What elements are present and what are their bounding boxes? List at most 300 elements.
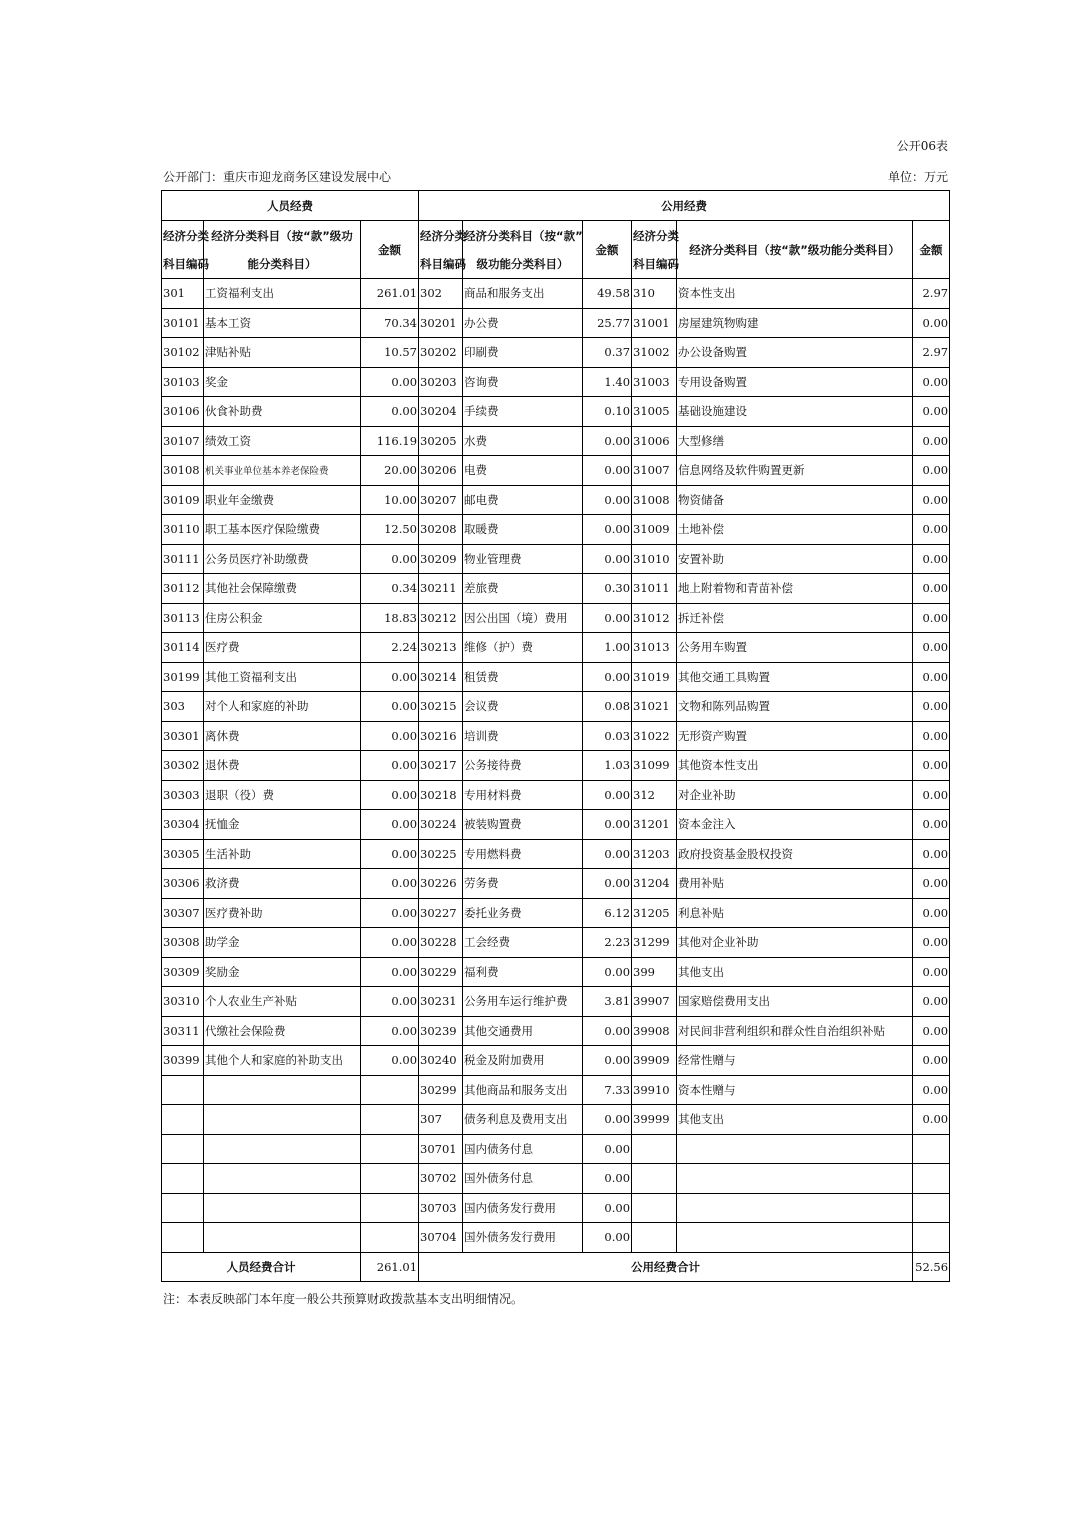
table-body: [162, 279, 950, 1253]
table-row: [162, 456, 950, 486]
amount-cell: 0.00: [913, 456, 950, 486]
name-cell: 资本性赠与: [677, 1075, 913, 1105]
code-cell: 30103: [162, 367, 204, 397]
code-cell: 31012: [632, 603, 677, 633]
code-cell: 30205: [419, 426, 463, 456]
amount-cell: 3.81: [583, 987, 632, 1017]
name-cell: 住房公积金: [204, 603, 361, 633]
amount-cell: [913, 1193, 950, 1223]
code-cell: [162, 1223, 204, 1253]
code-cell: 30206: [419, 456, 463, 486]
amount-cell: 0.00: [583, 957, 632, 987]
code-cell: 30208: [419, 515, 463, 545]
name-cell: 物业管理费: [463, 544, 583, 574]
code-cell: 31019: [632, 662, 677, 692]
table-row: [162, 603, 950, 633]
amount-cell: 0.00: [583, 603, 632, 633]
amount-cell: 0.00: [583, 662, 632, 692]
code-cell: 30301: [162, 721, 204, 751]
code-cell: 30106: [162, 397, 204, 427]
code-cell: 399: [632, 957, 677, 987]
name-cell: [204, 1134, 361, 1164]
name-cell: 差旅费: [463, 574, 583, 604]
amount-cell: 0.00: [913, 1075, 950, 1105]
name-cell: [677, 1193, 913, 1223]
code-cell: 39909: [632, 1046, 677, 1076]
name-cell: 大型修缮: [677, 426, 913, 456]
footnote: 注：本表反映部门本年度一般公共预算财政拨款基本支出明细情况。: [163, 1292, 524, 1306]
name-cell: 国内债务发行费用: [463, 1193, 583, 1223]
name-cell: 咨询费: [463, 367, 583, 397]
code-cell: 30704: [419, 1223, 463, 1253]
code-cell: 30108: [162, 456, 204, 486]
name-cell: 专用材料费: [463, 780, 583, 810]
table-row: [162, 338, 950, 368]
amount-cell: 0.00: [583, 544, 632, 574]
code-cell: 30231: [419, 987, 463, 1017]
table-row: [162, 367, 950, 397]
name-cell: 医疗费: [204, 633, 361, 663]
code-cell: 31008: [632, 485, 677, 515]
code-cell: [162, 1134, 204, 1164]
amount-cell: [361, 1075, 419, 1105]
code-cell: 31002: [632, 338, 677, 368]
name-cell: 救济费: [204, 869, 361, 899]
amount-cell: 0.03: [583, 721, 632, 751]
header-amount: 金额: [913, 221, 950, 279]
name-cell: 维修（护）费: [463, 633, 583, 663]
name-cell: 绩效工资: [204, 426, 361, 456]
amount-cell: 0.00: [361, 692, 419, 722]
amount-cell: 0.00: [583, 1164, 632, 1194]
amount-cell: 0.00: [913, 515, 950, 545]
name-cell: 无形资产购置: [677, 721, 913, 751]
code-cell: 30302: [162, 751, 204, 781]
amount-cell: 0.00: [913, 426, 950, 456]
table-row: [162, 397, 950, 427]
name-cell: 会议费: [463, 692, 583, 722]
name-cell: 专用设备购置: [677, 367, 913, 397]
code-cell: 30306: [162, 869, 204, 899]
code-cell: 312: [632, 780, 677, 810]
amount-cell: 0.00: [361, 987, 419, 1017]
amount-cell: 0.34: [361, 574, 419, 604]
code-cell: 39907: [632, 987, 677, 1017]
code-cell: 30101: [162, 308, 204, 338]
amount-cell: 0.00: [913, 544, 950, 574]
code-cell: 31021: [632, 692, 677, 722]
name-cell: [677, 1134, 913, 1164]
name-cell: 被装购置费: [463, 810, 583, 840]
code-cell: 31099: [632, 751, 677, 781]
name-cell: 培训费: [463, 721, 583, 751]
name-cell: 债务利息及费用支出: [463, 1105, 583, 1135]
amount-cell: [361, 1223, 419, 1253]
name-cell: 商品和服务支出: [463, 279, 583, 309]
public-total-amount: 52.56: [913, 1252, 950, 1281]
name-cell: 奖金: [204, 367, 361, 397]
amount-cell: 0.00: [913, 692, 950, 722]
section-public: 公用经费: [419, 191, 950, 221]
name-cell: 物资储备: [677, 485, 913, 515]
code-cell: 31003: [632, 367, 677, 397]
table-row: [162, 898, 950, 928]
header-name: 经济分类科目（按“款”级功 能分类科目）: [204, 221, 361, 279]
amount-cell: 0.00: [913, 1105, 950, 1135]
table-row: [162, 1016, 950, 1046]
name-cell: 个人农业生产补贴: [204, 987, 361, 1017]
code-cell: 31203: [632, 839, 677, 869]
amount-cell: 0.00: [361, 839, 419, 869]
name-cell: 其他交通工具购置: [677, 662, 913, 692]
amount-cell: 49.58: [583, 279, 632, 309]
table-row: [162, 751, 950, 781]
header-name: 经济分类科目（按“款”级功能分类科目）: [677, 221, 913, 279]
amount-cell: 2.97: [913, 338, 950, 368]
code-cell: 30304: [162, 810, 204, 840]
table-row: [162, 1134, 950, 1164]
amount-cell: [361, 1193, 419, 1223]
amount-cell: 25.77: [583, 308, 632, 338]
amount-cell: 7.33: [583, 1075, 632, 1105]
name-cell: 房屋建筑物购建: [677, 308, 913, 338]
code-cell: 30209: [419, 544, 463, 574]
code-cell: 30203: [419, 367, 463, 397]
name-cell: 资本金注入: [677, 810, 913, 840]
name-cell: 手续费: [463, 397, 583, 427]
amount-cell: 0.37: [583, 338, 632, 368]
amount-cell: 1.00: [583, 633, 632, 663]
amount-cell: 12.50: [361, 515, 419, 545]
name-cell: 土地补偿: [677, 515, 913, 545]
amount-cell: 0.00: [361, 957, 419, 987]
name-cell: 国外债务付息: [463, 1164, 583, 1194]
amount-cell: 0.00: [913, 574, 950, 604]
amount-cell: 0.00: [913, 987, 950, 1017]
header-code: 经济分类 科目编码: [419, 221, 463, 279]
name-cell: 信息网络及软件购置更新: [677, 456, 913, 486]
amount-cell: 0.00: [583, 1046, 632, 1076]
code-cell: 302: [419, 279, 463, 309]
amount-cell: 0.00: [361, 544, 419, 574]
table-row: [162, 1075, 950, 1105]
amount-cell: 0.00: [913, 869, 950, 899]
name-cell: 其他社会保障缴费: [204, 574, 361, 604]
amount-cell: 1.40: [583, 367, 632, 397]
code-cell: 30201: [419, 308, 463, 338]
amount-cell: 0.00: [361, 869, 419, 899]
amount-cell: 0.00: [913, 1016, 950, 1046]
code-cell: 31204: [632, 869, 677, 899]
amount-cell: 0.00: [583, 1016, 632, 1046]
amount-cell: 0.00: [913, 397, 950, 427]
code-cell: [162, 1075, 204, 1105]
amount-cell: 0.00: [913, 485, 950, 515]
code-cell: 31009: [632, 515, 677, 545]
code-cell: 30202: [419, 338, 463, 368]
code-cell: 310: [632, 279, 677, 309]
name-cell: 机关事业单位基本养老保险费: [204, 456, 361, 486]
name-cell: 委托业务费: [463, 898, 583, 928]
amount-cell: [361, 1134, 419, 1164]
code-cell: 30215: [419, 692, 463, 722]
amount-cell: 0.00: [913, 898, 950, 928]
amount-cell: 2.23: [583, 928, 632, 958]
name-cell: 文物和陈列品购置: [677, 692, 913, 722]
name-cell: 办公设备购置: [677, 338, 913, 368]
amount-cell: 6.12: [583, 898, 632, 928]
table-row: [162, 1164, 950, 1194]
amount-cell: 0.30: [583, 574, 632, 604]
amount-cell: 70.34: [361, 308, 419, 338]
name-cell: 税金及附加费用: [463, 1046, 583, 1076]
name-cell: [204, 1223, 361, 1253]
amount-cell: 0.00: [361, 367, 419, 397]
code-cell: 30217: [419, 751, 463, 781]
name-cell: 离休费: [204, 721, 361, 751]
name-cell: 基础设施建设: [677, 397, 913, 427]
table-row: [162, 1193, 950, 1223]
amount-cell: 0.00: [583, 810, 632, 840]
table-row: [162, 1046, 950, 1076]
code-cell: 31007: [632, 456, 677, 486]
code-cell: 30212: [419, 603, 463, 633]
name-cell: 专用燃料费: [463, 839, 583, 869]
amount-cell: 10.57: [361, 338, 419, 368]
amount-cell: 0.00: [361, 810, 419, 840]
amount-cell: 0.00: [583, 1134, 632, 1164]
name-cell: 其他个人和家庭的补助支出: [204, 1046, 361, 1076]
code-cell: [632, 1134, 677, 1164]
name-cell: 生活补助: [204, 839, 361, 869]
amount-cell: 0.00: [913, 633, 950, 663]
code-cell: 31201: [632, 810, 677, 840]
code-cell: 31022: [632, 721, 677, 751]
code-cell: 30225: [419, 839, 463, 869]
code-cell: 30701: [419, 1134, 463, 1164]
table-row: [162, 662, 950, 692]
name-cell: [204, 1164, 361, 1194]
code-cell: 31006: [632, 426, 677, 456]
name-cell: 其他商品和服务支出: [463, 1075, 583, 1105]
code-cell: 39910: [632, 1075, 677, 1105]
amount-cell: 20.00: [361, 456, 419, 486]
name-cell: 国外债务发行费用: [463, 1223, 583, 1253]
code-cell: 30111: [162, 544, 204, 574]
name-cell: 对企业补助: [677, 780, 913, 810]
section-personnel: 人员经费: [162, 191, 419, 221]
name-cell: 职业年金缴费: [204, 485, 361, 515]
name-cell: 其他支出: [677, 1105, 913, 1135]
code-cell: 31005: [632, 397, 677, 427]
table-row: [162, 485, 950, 515]
amount-cell: 0.00: [913, 957, 950, 987]
amount-cell: [913, 1223, 950, 1253]
code-cell: 30303: [162, 780, 204, 810]
amount-cell: [361, 1105, 419, 1135]
table-row: [162, 515, 950, 545]
name-cell: 邮电费: [463, 485, 583, 515]
table-row: [162, 780, 950, 810]
personnel-total-label: 人员经费合计: [162, 1252, 361, 1281]
table-row: [162, 721, 950, 751]
name-cell: 津贴补贴: [204, 338, 361, 368]
table-row: [162, 544, 950, 574]
code-cell: 30112: [162, 574, 204, 604]
name-cell: 利息补贴: [677, 898, 913, 928]
table-row: [162, 692, 950, 722]
amount-cell: 0.00: [583, 780, 632, 810]
name-cell: 政府投资基金股权投资: [677, 839, 913, 869]
name-cell: 劳务费: [463, 869, 583, 899]
personnel-total-amount: 261.01: [361, 1252, 419, 1281]
code-cell: [162, 1105, 204, 1135]
header-code: 经济分类 科目编码: [162, 221, 204, 279]
name-cell: 职工基本医疗保险缴费: [204, 515, 361, 545]
name-cell: 租赁费: [463, 662, 583, 692]
amount-cell: 0.00: [913, 810, 950, 840]
amount-cell: 0.10: [583, 397, 632, 427]
code-cell: 30107: [162, 426, 204, 456]
name-cell: 工资福利支出: [204, 279, 361, 309]
name-cell: 安置补助: [677, 544, 913, 574]
amount-cell: [913, 1164, 950, 1194]
table-row: [162, 810, 950, 840]
amount-cell: 0.00: [361, 898, 419, 928]
code-cell: 31013: [632, 633, 677, 663]
code-cell: 31010: [632, 544, 677, 574]
table-row: [162, 839, 950, 869]
amount-cell: 0.00: [583, 869, 632, 899]
code-cell: 30305: [162, 839, 204, 869]
amount-cell: 0.00: [583, 1223, 632, 1253]
code-cell: 30224: [419, 810, 463, 840]
code-cell: 30204: [419, 397, 463, 427]
amount-cell: 116.19: [361, 426, 419, 456]
amount-cell: 0.00: [913, 839, 950, 869]
name-cell: 基本工资: [204, 308, 361, 338]
code-cell: [632, 1223, 677, 1253]
name-cell: [677, 1223, 913, 1253]
amount-cell: 0.00: [913, 603, 950, 633]
table-row: [162, 1105, 950, 1135]
amount-cell: 0.00: [913, 751, 950, 781]
amount-cell: [913, 1134, 950, 1164]
amount-cell: 0.00: [361, 1046, 419, 1076]
name-cell: 其他资本性支出: [677, 751, 913, 781]
amount-cell: 0.00: [913, 367, 950, 397]
name-cell: 退职（役）费: [204, 780, 361, 810]
amount-cell: 0.00: [913, 1046, 950, 1076]
table-row: [162, 957, 950, 987]
name-cell: [204, 1075, 361, 1105]
code-cell: 39999: [632, 1105, 677, 1135]
name-cell: 奖励金: [204, 957, 361, 987]
amount-cell: 0.00: [583, 1105, 632, 1135]
code-cell: 30226: [419, 869, 463, 899]
table-row: [162, 633, 950, 663]
name-cell: 其他对企业补助: [677, 928, 913, 958]
name-cell: 办公费: [463, 308, 583, 338]
name-cell: [677, 1164, 913, 1194]
code-cell: 30239: [419, 1016, 463, 1046]
amount-cell: 0.00: [361, 397, 419, 427]
unit-label: 单位：万元: [887, 170, 948, 184]
amount-cell: 0.00: [583, 1193, 632, 1223]
header-amount: 金额: [361, 221, 419, 279]
amount-cell: 0.00: [913, 308, 950, 338]
code-cell: 30214: [419, 662, 463, 692]
amount-cell: 0.00: [361, 1016, 419, 1046]
code-cell: 31001: [632, 308, 677, 338]
form-number: 公开06表: [896, 139, 948, 153]
amount-cell: 0.00: [583, 839, 632, 869]
code-cell: 30229: [419, 957, 463, 987]
code-cell: 30109: [162, 485, 204, 515]
name-cell: 地上附着物和青苗补偿: [677, 574, 913, 604]
code-cell: 30299: [419, 1075, 463, 1105]
name-cell: 取暖费: [463, 515, 583, 545]
name-cell: 因公出国（境）费用: [463, 603, 583, 633]
code-cell: 30114: [162, 633, 204, 663]
name-cell: 资本性支出: [677, 279, 913, 309]
amount-cell: 0.00: [913, 928, 950, 958]
code-cell: 30218: [419, 780, 463, 810]
amount-cell: 2.97: [913, 279, 950, 309]
code-cell: 30102: [162, 338, 204, 368]
amount-cell: 10.00: [361, 485, 419, 515]
code-cell: 39908: [632, 1016, 677, 1046]
code-cell: 30310: [162, 987, 204, 1017]
name-cell: [204, 1105, 361, 1135]
department-label: 公开部门：重庆市迎龙商务区建设发展中心: [163, 170, 392, 184]
amount-cell: 0.00: [913, 662, 950, 692]
name-cell: 国内债务付息: [463, 1134, 583, 1164]
code-cell: 30240: [419, 1046, 463, 1076]
amount-cell: 0.00: [361, 780, 419, 810]
name-cell: 对民间非营利组织和群众性自治组织补贴: [677, 1016, 913, 1046]
code-cell: [632, 1193, 677, 1223]
code-cell: 307: [419, 1105, 463, 1135]
code-cell: 31011: [632, 574, 677, 604]
amount-cell: 1.03: [583, 751, 632, 781]
amount-cell: 0.08: [583, 692, 632, 722]
amount-cell: 0.00: [913, 721, 950, 751]
code-cell: 30228: [419, 928, 463, 958]
name-cell: 公务接待费: [463, 751, 583, 781]
name-cell: 公务用车运行维护费: [463, 987, 583, 1017]
code-cell: 30207: [419, 485, 463, 515]
code-cell: 31299: [632, 928, 677, 958]
code-cell: 30199: [162, 662, 204, 692]
name-cell: 伙食补助费: [204, 397, 361, 427]
name-cell: [204, 1193, 361, 1223]
code-cell: 30211: [419, 574, 463, 604]
amount-cell: [361, 1164, 419, 1194]
code-cell: 30702: [419, 1164, 463, 1194]
code-cell: [162, 1193, 204, 1223]
code-cell: 30227: [419, 898, 463, 928]
name-cell: 公务员医疗补助缴费: [204, 544, 361, 574]
amount-cell: 261.01: [361, 279, 419, 309]
table-row: [162, 308, 950, 338]
name-cell: 印刷费: [463, 338, 583, 368]
name-cell: 拆迁补偿: [677, 603, 913, 633]
name-cell: 福利费: [463, 957, 583, 987]
public-total-label: 公用经费合计: [419, 1252, 913, 1281]
code-cell: 30703: [419, 1193, 463, 1223]
amount-cell: 2.24: [361, 633, 419, 663]
